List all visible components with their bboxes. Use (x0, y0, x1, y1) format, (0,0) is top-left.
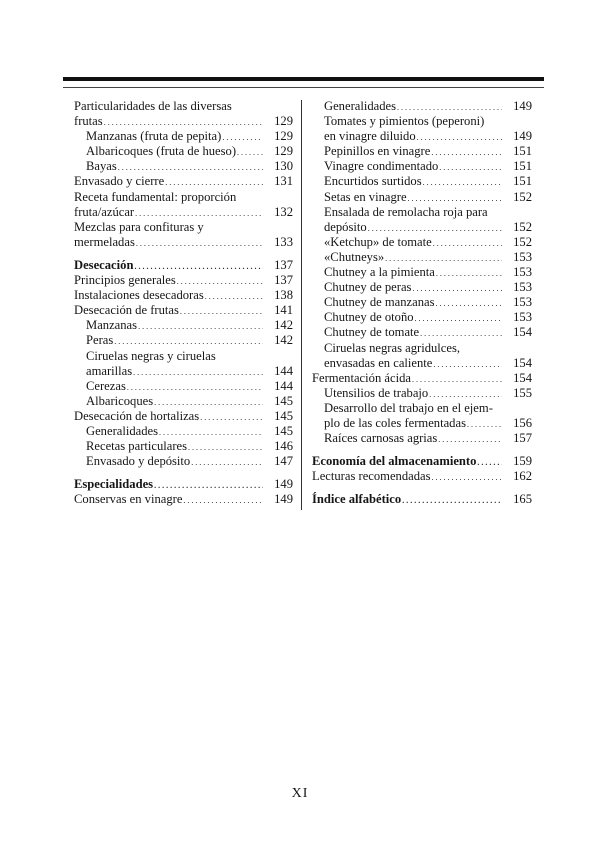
toc-entry (74, 454, 293, 469)
dot-leader (477, 454, 502, 469)
toc-entry-title: Ensalada de remolacha roja para (324, 204, 488, 219)
toc-entry (74, 190, 293, 205)
toc-entry-title: depósito (324, 219, 367, 234)
dot-leader (159, 424, 263, 439)
dot-leader (415, 310, 502, 325)
dot-leader (397, 99, 502, 114)
toc-entry-page: 155 (513, 385, 532, 400)
toc-entry-page: 159 (513, 454, 532, 469)
toc-entry-page: 153 (513, 280, 532, 295)
toc-entry-title: Cerezas (86, 378, 126, 393)
toc-entry (312, 454, 532, 469)
page-number: XI (291, 786, 309, 801)
dot-leader (431, 144, 502, 159)
toc-entry (74, 492, 293, 507)
toc-entry-title: Lecturas recomendadas (312, 469, 431, 484)
dot-leader (402, 492, 502, 507)
dot-leader (134, 258, 263, 273)
toc-entry (74, 273, 293, 288)
toc-entry (312, 469, 532, 484)
toc-entry-title: en vinagre diluido (324, 129, 416, 144)
toc-entry-title: Manzanas (86, 318, 138, 333)
toc-entry-title: Setas en vinagre (324, 189, 407, 204)
toc-entry-title: frutas (74, 114, 103, 129)
toc-entry-title: Receta fundamental: proporción (74, 189, 237, 204)
toc-entry-title: Raíces carnosas agrias (324, 431, 438, 446)
dot-leader (180, 303, 263, 318)
toc-entry-page: 141 (274, 303, 293, 318)
dot-leader (467, 416, 502, 431)
toc-entry-page: 152 (513, 234, 532, 249)
toc-entry-page: 138 (274, 288, 293, 303)
toc-entry (312, 99, 532, 114)
toc-entry-page: 145 (274, 423, 293, 438)
toc-entry (312, 431, 532, 446)
toc-entry-title: plo de las coles fermentadas (324, 415, 466, 430)
dot-leader (118, 159, 263, 174)
toc-entry (74, 379, 293, 394)
dot-leader (177, 273, 263, 288)
toc-entry (312, 401, 532, 416)
dot-leader (191, 454, 263, 469)
dot-leader (104, 114, 263, 129)
toc-entry-page: 137 (274, 273, 293, 288)
dot-leader (138, 318, 263, 333)
toc-entry (74, 159, 293, 174)
dot-leader (205, 288, 263, 303)
toc-entry-title: «Ketchup» de tomate (324, 234, 432, 249)
dot-leader (412, 280, 502, 295)
toc-entry-title: Tomates y pimientos (peperoni) (324, 114, 485, 129)
toc-entry-page: 149 (274, 492, 293, 507)
toc-entry-title: Chutney de tomate (324, 325, 420, 340)
toc-entry-page: 151 (513, 144, 532, 159)
dot-leader (433, 235, 502, 250)
toc-entry-page: 129 (274, 114, 293, 129)
toc-entry (74, 349, 293, 364)
toc-entry-title: Ciruelas negras agridulces, (324, 340, 461, 355)
toc-entry (312, 386, 532, 401)
toc-entry-page: 142 (274, 318, 293, 333)
toc-right-column (312, 99, 532, 507)
toc-entry-page: 165 (513, 492, 532, 507)
toc-entry (312, 129, 532, 144)
toc-entry (312, 205, 532, 220)
toc-entry-title: Chutney de otoño (324, 310, 414, 325)
toc-entry (74, 114, 293, 129)
toc-entry-title: fruta/azúcar (74, 204, 135, 219)
dot-leader (432, 469, 502, 484)
toc-entry-title: Especialidades (74, 477, 154, 492)
dot-leader (436, 295, 502, 310)
toc-entry-page: 152 (513, 189, 532, 204)
toc-entry-page: 129 (274, 144, 293, 159)
toc-entry-page: 142 (274, 333, 293, 348)
toc-entry-page: 157 (513, 431, 532, 446)
toc-entry (74, 394, 293, 409)
dot-leader (188, 439, 263, 454)
dot-leader (136, 235, 263, 250)
toc-entry-page: 131 (274, 174, 293, 189)
dot-leader (135, 205, 263, 220)
dot-leader (237, 144, 263, 159)
toc-entry (74, 303, 293, 318)
dot-leader (368, 220, 502, 235)
toc-entry-title: Chutney de manzanas (324, 295, 435, 310)
dot-leader (408, 190, 502, 205)
toc-entry-title: Desarrollo del trabajo en el ejem- (324, 400, 493, 415)
toc-entry-page: 132 (274, 204, 293, 219)
top-rule-thin (63, 87, 544, 88)
dot-leader (127, 379, 263, 394)
toc-entry-page: 144 (274, 378, 293, 393)
toc-entry-title: amarillas (86, 363, 133, 378)
toc-entry-title: Particularidades de las diversas (74, 99, 232, 113)
toc-entry (74, 288, 293, 303)
toc-entry-title: Utensilios de trabajo (324, 385, 429, 400)
toc-entry-page: 149 (274, 477, 293, 492)
toc-entry-title: Vinagre condimentado (324, 159, 439, 174)
toc-entry-page: 154 (513, 325, 532, 340)
toc-entry-page: 130 (274, 159, 293, 174)
toc-entry-title: Índice alfabético (312, 492, 402, 507)
toc-entry-title: Chutney a la pimienta (324, 265, 435, 280)
dot-leader (200, 409, 263, 424)
toc-entry-title: Encurtidos surtidos (324, 174, 422, 189)
toc-entry-page: 153 (513, 295, 532, 310)
toc-entry (312, 265, 532, 280)
toc-entry-page: 149 (513, 99, 532, 113)
toc-entry (312, 174, 532, 189)
dot-leader (385, 250, 502, 265)
toc-entry-title: Instalaciones desecadoras (74, 288, 204, 303)
toc-entry-page: 149 (513, 129, 532, 144)
toc-entry (312, 250, 532, 265)
toc-entry (74, 129, 293, 144)
toc-entry (74, 364, 293, 379)
toc-entry-title: Ciruelas negras y ciruelas (86, 348, 216, 363)
toc-entry-title: Pepinillos en vinagre (324, 144, 431, 159)
toc-entry-title: Envasado y depósito (86, 454, 191, 469)
toc-entry-page: 145 (274, 408, 293, 423)
toc-entry-title: Chutney de peras (324, 280, 412, 295)
toc-entry-page: 129 (274, 129, 293, 144)
toc-entry (312, 280, 532, 295)
toc-entry-title: Desecación (74, 257, 134, 272)
dot-leader (154, 394, 263, 409)
toc-entry (312, 159, 532, 174)
toc-entry (74, 205, 293, 220)
toc-entry-page: 133 (274, 234, 293, 249)
toc-entry (74, 439, 293, 454)
toc-entry-page: 153 (513, 249, 532, 264)
toc-entry-page: 153 (513, 310, 532, 325)
dot-leader (433, 356, 502, 371)
toc-entry-title: Desecación de hortalizas (74, 408, 200, 423)
toc-entry-title: Mezclas para confituras y (74, 219, 204, 234)
toc-entry (312, 144, 532, 159)
toc-entry (74, 424, 293, 439)
dot-leader (438, 431, 502, 446)
toc-entry-page: 162 (513, 469, 532, 484)
toc-entry-page: 147 (274, 454, 293, 469)
column-divider (301, 100, 302, 510)
dot-leader (183, 492, 263, 507)
toc-entry (312, 220, 532, 235)
toc-entry-title: «Chutneys» (324, 249, 385, 264)
toc-entry (312, 371, 532, 386)
toc-entry-title: Economía del almacenamiento (312, 454, 477, 469)
toc-entry (312, 190, 532, 205)
dot-leader (154, 477, 263, 492)
dot-leader (420, 325, 502, 340)
toc-entry (312, 295, 532, 310)
dot-leader (417, 129, 502, 144)
toc-entry-title: Albaricoques (fruta de hueso) (86, 144, 237, 159)
toc-entry-page: 144 (274, 363, 293, 378)
toc-entry-title: Peras (86, 333, 114, 348)
toc-entry (312, 492, 532, 507)
toc-entry (312, 325, 532, 340)
toc-entry (74, 235, 293, 250)
toc-entry-page: 151 (513, 159, 532, 174)
toc-entry (312, 341, 532, 356)
toc-entry (312, 416, 532, 431)
dot-leader (222, 129, 263, 144)
toc-entry-title: Manzanas (fruta de pepita) (86, 129, 222, 144)
toc-entry-page: 152 (513, 219, 532, 234)
toc-entry-page: 153 (513, 265, 532, 280)
toc-entry (74, 220, 293, 235)
toc-entry (74, 409, 293, 424)
toc-entry-title: Generalidades (324, 99, 397, 113)
toc-entry (312, 235, 532, 250)
dot-leader (423, 174, 502, 189)
dot-leader (114, 333, 263, 348)
top-rule (63, 77, 544, 81)
toc-entry-title: Recetas particulares (86, 439, 188, 454)
toc-entry-page: 154 (513, 355, 532, 370)
toc-entry-page: 154 (513, 370, 532, 385)
toc-entry-title: Desecación de frutas (74, 303, 179, 318)
toc-entry-title: Envasado y cierre (74, 174, 165, 189)
toc-entry (74, 333, 293, 348)
toc-entry-page: 146 (274, 439, 293, 454)
toc-entry (312, 310, 532, 325)
toc-entry-page: 137 (274, 257, 293, 272)
dot-leader (165, 174, 263, 189)
toc-entry-page: 151 (513, 174, 532, 189)
toc-entry-title: Conservas en vinagre (74, 492, 183, 507)
toc-entry-title: envasadas en caliente (324, 355, 433, 370)
toc-entry (74, 174, 293, 189)
dot-leader (439, 159, 502, 174)
dot-leader (436, 265, 502, 280)
dot-leader (429, 386, 502, 401)
toc-entry-title: Bayas (86, 159, 117, 174)
toc-entry-title: Generalidades (86, 423, 159, 438)
toc-entry (74, 144, 293, 159)
dot-leader (412, 371, 502, 386)
toc-entry-page: 156 (513, 415, 532, 430)
toc-entry-title: Principios generales (74, 273, 176, 288)
toc-entry-title: Fermentación ácida (312, 370, 411, 385)
toc-left-column (74, 99, 293, 507)
toc-entry (312, 356, 532, 371)
toc-entry-page: 145 (274, 393, 293, 408)
toc-entry (74, 477, 293, 492)
toc-entry (312, 114, 532, 129)
toc-entry-title: Albaricoques (86, 393, 154, 408)
toc-entry-title: mermeladas (74, 234, 135, 249)
toc-entry (74, 318, 293, 333)
toc-entry (74, 99, 293, 114)
dot-leader (133, 364, 263, 379)
toc-entry (74, 258, 293, 273)
